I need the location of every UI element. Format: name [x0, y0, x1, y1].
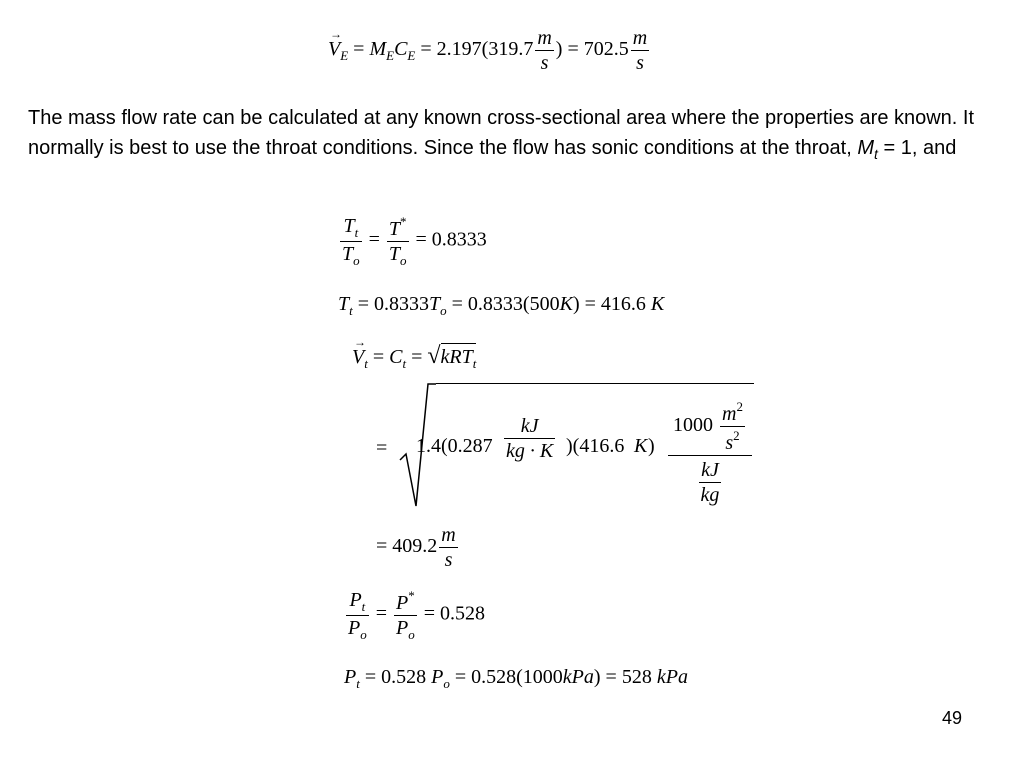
equation-velocity-substitution: = 1.4(0.287 $\frac{kJ}{kg \cdot K}$ )(416.6 K ) 1000 $\frac{m^2}{s^2}$ $\frac{kJ}{kg}$: [376, 380, 766, 510]
equation-velocity-result: = 409.2 $\frac{m}{s}$: [376, 524, 456, 571]
page-number: 49: [941, 708, 962, 728]
equation-pressure-ratio: $\frac{P_t}{P_o}$ = $\frac{P^*}{P_o}$ = 0.528: [348, 588, 485, 642]
body-paragraph: The mass flow rate can be calculated at any known cross-sectional area where the properties are known. It normally is best to use the throat conditions. Since the flow has sonic conditions at the throat, $M_t = 1$, and: [28, 107, 975, 162]
units-fraction: $\frac{m}{s}$: [537, 27, 552, 74]
equation-temperature-ratio: $\frac{T_t}{T_o}$ = $\frac{T^*}{T_o}$ = 0.8333: [342, 214, 487, 268]
equation-throat-velocity: → $V_t = C_t = √kRT_t$: [352, 344, 476, 370]
units-fraction: $\frac{m}{s}$: [632, 27, 648, 74]
velocity-symbol: → V: [328, 39, 340, 59]
equation-exit-velocity: → $V_E = M_EC_E = 2.197(319.7$ $\frac{m}{s}$ ) = 702.5 $\frac{m}{s}$: [328, 28, 651, 73]
equation-throat-pressure: $P_t = 0.528$ $P_o = 0.528(1000kPa) = 528$ kPa: [344, 666, 688, 691]
equation-throat-temperature: $T_t = 0.8333T_o = 0.8333(500K) = 416.6$ K: [338, 293, 665, 318]
